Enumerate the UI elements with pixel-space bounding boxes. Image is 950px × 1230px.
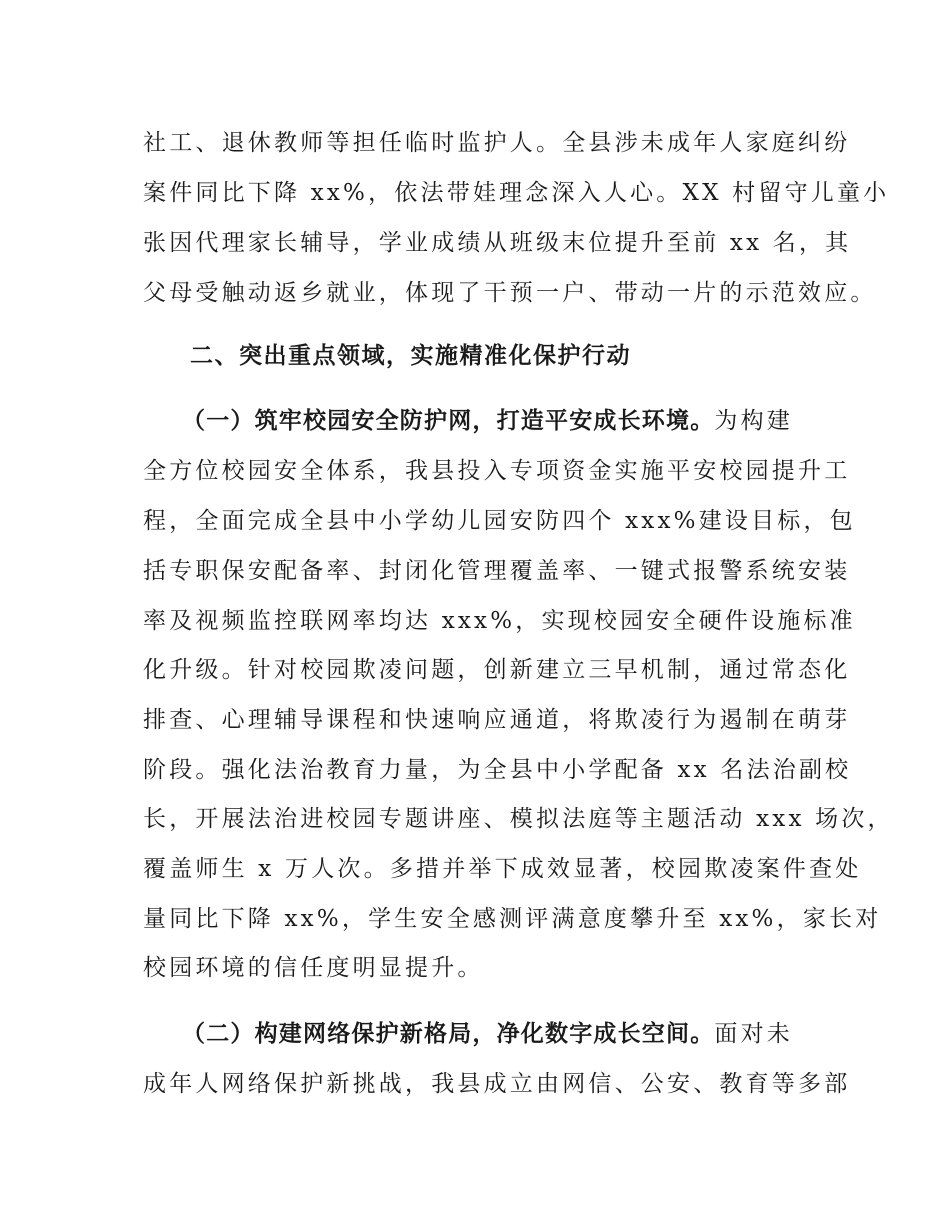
subsection-heading: （一）筑牢校园安全防护网，打造平安成长环境。 xyxy=(182,408,715,434)
paragraph-line: 校园环境的信任度明显提升。 xyxy=(143,955,484,981)
section-heading: 二、突出重点领域，实施精准化保护行动 xyxy=(190,343,631,369)
paragraph-line: 张因代理家长辅导，学业成绩从班级末位提升至前 xx 名，其 xyxy=(143,230,852,256)
paragraph-line: 案件同比下降 xx%，依法带娃理念深入人心。XX 村留守儿童小 xyxy=(143,180,890,206)
paragraph-line: 化升级。针对校园欺凌问题，创新建立三早机制，通过常态化 xyxy=(143,657,851,683)
paragraph-line: 全方位校园安全体系，我县投入专项资金实施平安校园提升工 xyxy=(143,458,851,484)
subsection-first-line xyxy=(182,1014,793,1054)
paragraph-line: 长，开展法治进校园专题讲座、模拟法庭等主题活动 xxx 场次， xyxy=(143,806,894,832)
paragraph-text: 为构建 xyxy=(714,408,794,434)
paragraph-line: 成年人网络保护新挑战，我县成立由网信、公安、教育等多部 xyxy=(143,1071,851,1097)
paragraph-line: 父母受触动返乡就业，体现了干预一户、带动一片的示范效应。 xyxy=(143,280,877,306)
paragraph-line: 量同比下降 xx%，学生安全感测评满意度攀升至 xx%，家长对 xyxy=(143,906,882,932)
subsection-first-line xyxy=(182,401,793,441)
paragraph-line: 率及视频监控联网率均达 xxx%，实现校园安全硬件设施标准 xyxy=(143,608,856,634)
paragraph-line: 阶段。强化法治教育力量，为全县中小学配备 xx 名法治副校 xyxy=(143,757,852,783)
paragraph-line: 覆盖师生 x 万人次。多措并举下成效显著，校园欺凌案件查处 xyxy=(143,856,862,882)
paragraph-text: 面对未 xyxy=(714,1021,794,1047)
paragraph-line: 程，全面完成全县中小学幼儿园安防四个 xxx%建设目标，包 xyxy=(143,508,856,534)
paragraph-line: 排查、心理辅导课程和快速响应通道，将欺凌行为遏制在萌芽 xyxy=(143,707,851,733)
subsection-heading: （二）构建网络保护新格局，净化数字成长空间。 xyxy=(182,1021,715,1047)
paragraph-line: 社工、退休教师等担任临时监护人。全县涉未成年人家庭纠纷 xyxy=(143,130,851,156)
paragraph-line: 括专职保安配备率、封闭化管理覆盖率、一键式报警系统安装 xyxy=(143,558,851,584)
